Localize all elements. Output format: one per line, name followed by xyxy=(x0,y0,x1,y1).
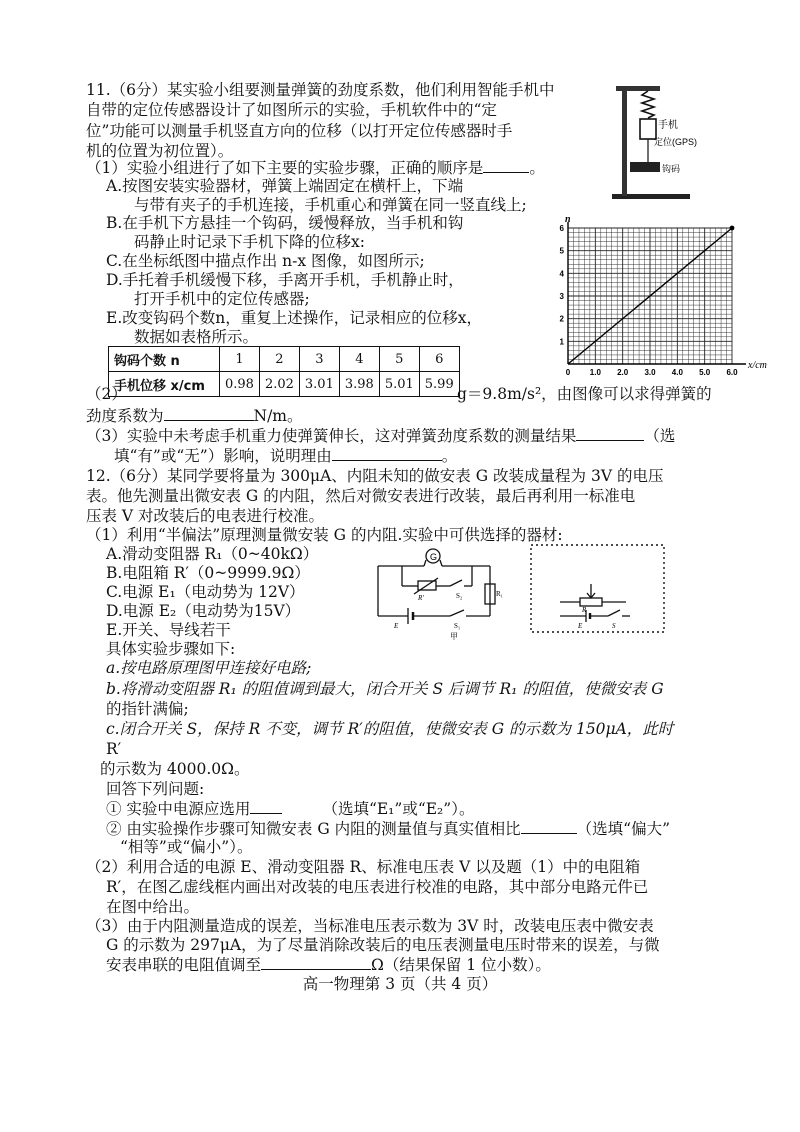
x-tick-label: 3.0 xyxy=(644,368,656,377)
q11-sub2-line2 xyxy=(86,405,303,426)
table-cell: 3.98 xyxy=(339,372,379,397)
q11-sub1-end: 。 xyxy=(529,159,545,177)
q12-step-c1: c.闭合开关 S，保持 R 不变，调节 R′的阻值，使微安表 G 的示数为 150μA，此时 xyxy=(106,720,674,738)
y-axis-label: n xyxy=(565,214,571,225)
q11-line-3: 位”功能可以测量手机竖直方向的位移（以打开定位传感器时手 xyxy=(86,122,513,140)
circuit-diagram-yi[interactable] xyxy=(530,544,666,634)
table-cell: 3 xyxy=(299,347,339,372)
y-tick-label: 5 xyxy=(559,246,564,256)
q11-sub2-prefix: （2） xyxy=(86,385,127,403)
q12-step-a: a.按电路原理图甲连接好电路; xyxy=(106,659,312,677)
answer-blank-order[interactable] xyxy=(483,157,529,173)
q11-step-d1: D.手托着手机缓慢下移，手离开手机，手机静止时， xyxy=(106,271,464,289)
table-cell: 3.01 xyxy=(299,372,339,397)
q12-step-c2: R′ xyxy=(106,740,122,758)
q12-item-e: E.开关、导线若干 xyxy=(106,621,231,639)
q12-question-2 xyxy=(106,818,670,839)
q12-question-2-line2: “相等”或“偏小”）。 xyxy=(120,838,253,856)
q11-step-b2: 码静止时记录下手机下降的位移x: xyxy=(134,233,365,251)
q12-line-1: 12.（6分）某同学要将量为 300μA、内阻未知的做安表 G 改装成量程为 3V 的电压 xyxy=(86,467,664,485)
x-tick-label: 5.0 xyxy=(699,368,711,377)
q12-line-2: 表。他先测量出微安表 G 的内阻，然后对微安表进行改装，最后再利用一标准电 xyxy=(86,487,636,505)
label-S1: S₁ xyxy=(454,622,461,630)
q11-step-a1: A.按图安装实验器材，弹簧上端固定在横杆上，下端 xyxy=(106,177,464,195)
answer-blank-compare[interactable] xyxy=(521,818,577,834)
y-tick-label: 1 xyxy=(559,337,564,347)
q11-sub1 xyxy=(86,157,545,178)
n-x-chart xyxy=(548,214,767,378)
q11-sub3-line1 xyxy=(86,425,675,446)
label-G: G xyxy=(430,552,438,562)
label-gps: 定位(GPS) xyxy=(654,137,698,147)
x-tick-label: 0 xyxy=(565,368,571,377)
q12-part3-line2: G 的示数为 297μA，为了尽量消除改装后的电压表测量电压时带来的误差，与微 xyxy=(106,936,660,954)
q11-step-e2: 数据如表格所示。 xyxy=(134,328,259,346)
table-cell: 2.02 xyxy=(259,372,299,397)
q12-q2-text: ② 由实验操作步骤可知微安表 G 内阻的测量值与真实值相比 xyxy=(106,820,521,838)
answer-blank-resistance[interactable] xyxy=(261,954,371,970)
q11-sub2-unit: N/m。 xyxy=(253,407,303,425)
label-S2: S₂ xyxy=(456,592,463,600)
q11-sub3-end: （选 xyxy=(644,427,676,445)
q12-part3-line1: （3）由于内阻测量造成的误差，当标准电压表示数为 3V 时，改装电压表中微安表 xyxy=(86,917,654,935)
q11-sub3-line2 xyxy=(114,445,457,466)
label-R1: R₁ xyxy=(496,590,504,598)
y-tick-label: 3 xyxy=(559,292,564,301)
q12-step-c3: 的示数为 4000.0Ω。 xyxy=(100,760,250,778)
x-tick-label: 2.0 xyxy=(617,368,629,377)
apparatus-figure xyxy=(612,82,696,200)
q12-item-b: B.电阻箱 R′（0~9999.9Ω） xyxy=(106,564,310,582)
table-cell: 2 xyxy=(259,347,299,372)
q12-item-d: D.电源 E₂（电动势为15V） xyxy=(106,602,301,620)
q11-step-b1: B.在手机下方悬挂一个钩码，缓慢释放，当手机和钩 xyxy=(106,214,464,232)
table-cell: 5 xyxy=(379,347,419,372)
data-table xyxy=(108,346,460,397)
x-tick-label: 4.0 xyxy=(671,368,683,377)
x-axis-label: x/cm xyxy=(748,360,767,371)
y-tick-label: 6 xyxy=(559,224,564,233)
q11-sub3-text: （3）实验中未考虑手机重力使弹簧伸长，这对弹簧劲度系数的测量结果 xyxy=(86,427,577,445)
q12-steps-title: 具体实验步骤如下: xyxy=(106,640,236,658)
table-cell: 5.99 xyxy=(419,372,459,397)
table-row xyxy=(109,372,460,397)
q12-q1-text: ① 实验中电源应选用 xyxy=(106,800,251,818)
q12-p3-end: Ω（结果保留 1 位小数）。 xyxy=(371,956,551,974)
table-row xyxy=(109,347,460,372)
label-S: S xyxy=(612,622,616,630)
q11-line-4: 机的位置为初位置）。 xyxy=(86,142,234,160)
q11-step-d2: 打开手机中的定位传感器; xyxy=(134,290,310,308)
q12-q2-end: （选填“偏大” xyxy=(576,820,671,838)
q12-p3-text: 安表串联的电阻值调至 xyxy=(106,956,262,974)
label-phone: 手机 xyxy=(658,120,678,131)
answer-blank-reason[interactable] xyxy=(332,445,442,461)
q12-step-b1: b.将滑动变阻器 R₁ 的阻值调到最大，闭合开关 S 后调节 R₁ 的阻值，使微安表 G xyxy=(106,680,664,698)
table-cell: 4 xyxy=(339,347,379,372)
y-tick-label: 4 xyxy=(559,269,564,279)
q11-step-c: C.在坐标纸图中描点作出 n-x 图像，如图所示; xyxy=(106,252,425,270)
q11-sub2-text: g＝9.8m/s²，由图像可以求得弹簧的 xyxy=(457,385,712,403)
q12-item-a: A.滑动变阻器 R₁（0~40kΩ） xyxy=(106,545,319,563)
y-tick-label: 2 xyxy=(559,314,564,324)
label-jia: 甲 xyxy=(450,632,458,641)
table-head-x: 手机位移 x/cm xyxy=(109,372,220,397)
q11-sub3-reason-label: 填“有”或“无”）影响，说明理由 xyxy=(114,447,332,465)
q12-question-1 xyxy=(106,798,474,819)
data-point xyxy=(730,226,735,231)
q11-line-1: 11.（6分）某实验小组要测量弹簧的劲度系数，他们利用智能手机中 xyxy=(86,81,555,99)
table-cell: 5.01 xyxy=(379,372,419,397)
table-cell: 0.98 xyxy=(220,372,260,397)
q11-step-e1: E.改变钩码个数n，重复上述操作，记录相应的位移x， xyxy=(106,309,482,327)
label-R-prime: R′ xyxy=(418,594,424,602)
x-tick-label: 6.0 xyxy=(726,368,738,377)
q11-sub2-label: 劲度系数为 xyxy=(86,407,164,425)
table-cell: 1 xyxy=(220,347,260,372)
q12-part2-line2: R′，在图乙虚线框内画出对改装的电压表进行校准的电路，其中部分电路元件已 xyxy=(106,878,649,896)
q12-part1: （1）利用“半偏法”原理测量微安装 G 的内阻.实验中可供选择的器材: xyxy=(86,526,563,544)
q12-part2-line1: （2）利用合适的电源 E、滑动变阻器 R、标准电压表 V 以及题（1）中的电阻箱 xyxy=(86,858,641,876)
answer-blank-source[interactable] xyxy=(250,798,282,814)
q12-q1-end: （选填“E₁”或“E₂”）。 xyxy=(322,800,475,818)
q11-line-2: 自带的定位传感器设计了如图所示的实验，手机软件中的“定 xyxy=(86,101,497,119)
q12-answer-title: 回答下列问题: xyxy=(106,780,205,798)
table-head-n: 钩码个数 n xyxy=(109,347,220,372)
q11-step-a2: 与带有夹子的手机连接，手机重心和弹簧在同一竖直线上; xyxy=(134,196,527,214)
q12-step-b2: 的指针满偏; xyxy=(106,700,189,718)
q12-line-3: 压表 V 对改装后的电表进行校准。 xyxy=(86,507,325,525)
q12-item-c: C.电源 E₁（电动势为 12V） xyxy=(106,583,305,601)
table-cell: 6 xyxy=(419,347,459,372)
q12-part2-line3: 在图中给出。 xyxy=(106,898,200,916)
circuit-diagram-jia xyxy=(372,540,512,640)
page-footer: 高一物理第 3 页（共 4 页） xyxy=(302,975,498,993)
label-E: E xyxy=(394,622,399,630)
q11-sub3-reason-end: 。 xyxy=(441,447,458,465)
label-R: R xyxy=(582,606,587,614)
answer-blank-k[interactable] xyxy=(164,405,254,421)
x-tick-label: 1.0 xyxy=(589,368,601,377)
label-E2: E xyxy=(578,622,583,630)
q11-sub1-text: （1）实验小组进行了如下主要的实验步骤，正确的顺序是 xyxy=(86,159,484,177)
label-hook: 钩码 xyxy=(662,164,681,174)
answer-blank-effect[interactable] xyxy=(576,425,644,441)
